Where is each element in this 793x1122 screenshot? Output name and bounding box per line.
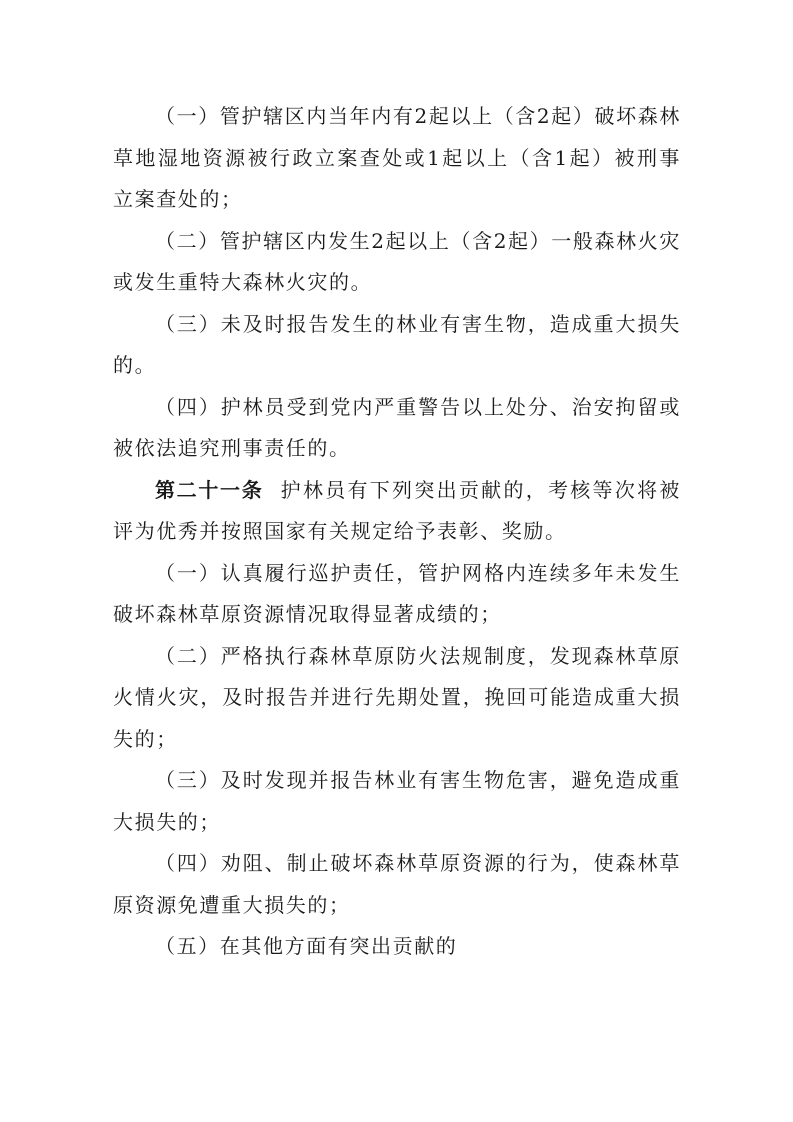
clause-item: （二）严格执行森林草原防火法规制度，发现森林草原火情火灾，及时报告并进行先期处置，挽回可能造成重大损失的； xyxy=(113,643,681,751)
article-text: 护林员有下列突出贡献的，考核等次将被评为优秀并按照国家有关规定给予表彰、奖励。 xyxy=(113,477,681,543)
clause-item: （二）管护辖区内发生2起以上（含2起）一般森林火灾或发生重特大森林火灾的。 xyxy=(113,228,681,294)
document-page xyxy=(113,96,681,968)
article-heading: 第二十一条 xyxy=(155,477,264,502)
article-21-paragraph xyxy=(113,470,681,553)
clause-item: （三）未及时报告发生的林业有害生物，造成重大损失的。 xyxy=(113,311,681,377)
clause-item: （一）管护辖区内当年内有2起以上（含2起）破坏森林草地湿地资源被行政立案查处或1起以上（含1起）被刑事立案查处的； xyxy=(113,104,681,211)
clause-item: （四）劝阻、制止破坏森林草原资源的行为，使森林草原资源免遭重大损失的； xyxy=(113,851,681,917)
clause-item: （五）在其他方面有突出贡献的 xyxy=(155,934,458,958)
clause-item: （一）认真履行巡护责任，管护网格内连续多年未发生破坏森林草原资源情况取得显著成绩的； xyxy=(113,560,681,626)
clause-item: （三）及时发现并报告林业有害生物危害，避免造成重大损失的； xyxy=(113,768,681,834)
clause-item: （四）护林员受到党内严重警告以上处分、治安拘留或被依法追究刑事责任的。 xyxy=(113,394,681,460)
